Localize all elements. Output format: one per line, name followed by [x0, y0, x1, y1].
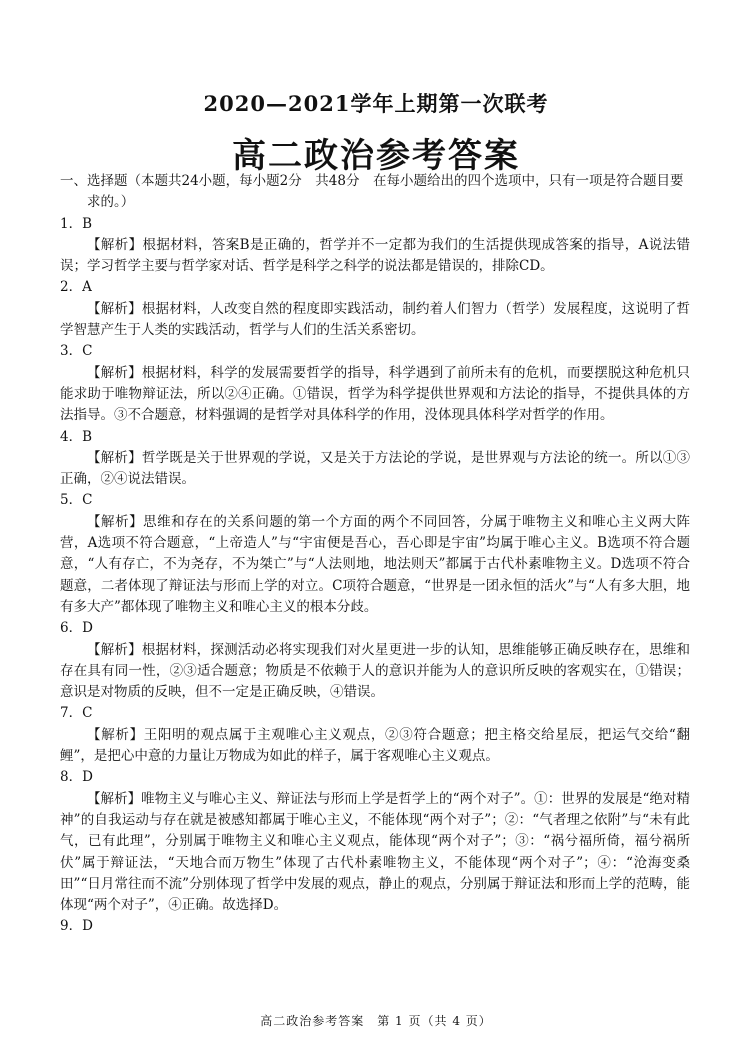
question-number: 4．B: [60, 428, 93, 445]
question-explanation: 【解析】根据材料，人改变自然的程度即实践活动，制约着人们智力（哲学）发展程度，这说明了哲学智慧产生于人类的实践活动，哲学与人们的生活关系密切。: [60, 300, 690, 339]
question-number: 1．B: [60, 215, 93, 232]
question-number: 9．D: [60, 918, 93, 935]
question-explanation: 【解析】王阳明的观点属于主观唯心主义观点，②③符合题意；把主格交给星辰，把运气交给“翻鲤”，是把心中意的力量让万物成为如此的样子，属于客观唯心主义观点。: [60, 726, 690, 765]
answer-body: [60, 171, 690, 938]
question-explanation: 【解析】哲学既是关于世界观的学说，又是关于方法论的学说，是世界观与方法论的统一。所以①③正确，②④说法错误。: [60, 449, 690, 488]
question-number: 8．D: [60, 769, 93, 786]
exam-subtitle: 2020—2021学年上期第一次联考: [203, 91, 549, 116]
question-number: 7．C: [60, 705, 93, 722]
question-explanation: 【解析】根据材料，科学的发展需要哲学的指导，科学遇到了前所未有的危机，而要摆脱这种危机只能求助于唯物辩证法，所以②④正确。①错误，哲学为科学提供世界观和方法论的指导，不提供具体的方法指导。③不合题意，材料强调的是哲学对具体科学的作用，没体现具体科学对哲学的作用。: [60, 364, 690, 424]
question-explanation: 【解析】唯物主义与唯心主义、辩证法与形而上学是哲学上的“两个对子”。①：世界的发展是“绝对精神”的自我运动与存在就是被感知都属于唯心主义，不能体现“两个对子”；②：“气者理之依附”与“未有此气，已有此理”，分别属于唯物主义和唯心主义观点，能体现“两个对子”；③：“祸兮福所倚，福兮祸所伏”属于辩证法，“天地合而万物生”体现了古代朴素唯物主义，不能体现“两个对子”；④：“沧海变桑田”“日月常往而不流”分别体现了哲学中发展的观点，静止的观点，分别属于辩证法和形而上学的范畴，能体现“两个对子”，④正确。故选择D。: [60, 790, 690, 914]
section-heading: 一、选择题（本题共24小题，每小题2分 共48分 在每小题给出的四个选项中，只有一项是符合题目要求的。）: [60, 173, 684, 211]
question-number: 5．C: [60, 492, 93, 509]
question-number: 3．C: [60, 343, 93, 360]
question-explanation: 【解析】根据材料，答案B是正确的，哲学并不一定都为我们的生活提供现成答案的指导，A说法错误；学习哲学主要与哲学家对话、哲学是科学之科学的说法都是错误的，排除CD。: [60, 236, 690, 275]
page-title: 高二政治参考答案: [232, 136, 520, 176]
page-footer: 高二政治参考答案 第 1 页（共 4 页）: [260, 1014, 492, 1028]
question-number: 2．A: [60, 279, 92, 296]
question-explanation: 【解析】根据材料，探测活动必将实现我们对火星更进一步的认知，思维能够正确反映存在，思维和存在具有同一性，②③适合题意；物质是不依赖于人的意识并能为人的意识所反映的客观实在，①错误；意识是对物质的反映，但不一定是正确反映，④错误。: [60, 641, 690, 701]
question-number: 6．D: [60, 620, 93, 637]
question-explanation: 【解析】思维和存在的关系问题的第一个方面的两个不同回答，分属于唯物主义和唯心主义两大阵营，A选项不符合题意，“上帝造人”与“宇宙便是吾心，吾心即是宇宙”均属于唯心主义。B选项不符合题意，“人有存亡，不为尧存，不为桀亡”与“人法则地，地法则天”都属于古代朴素唯物主义。D选项不符合题意，二者体现了辩证法与形而上学的对立。C项符合题意，“世界是一团永恒的活火”与“人有多大胆，地有多大产”都体现了唯物主义和唯心主义的根本分歧。: [60, 513, 690, 615]
